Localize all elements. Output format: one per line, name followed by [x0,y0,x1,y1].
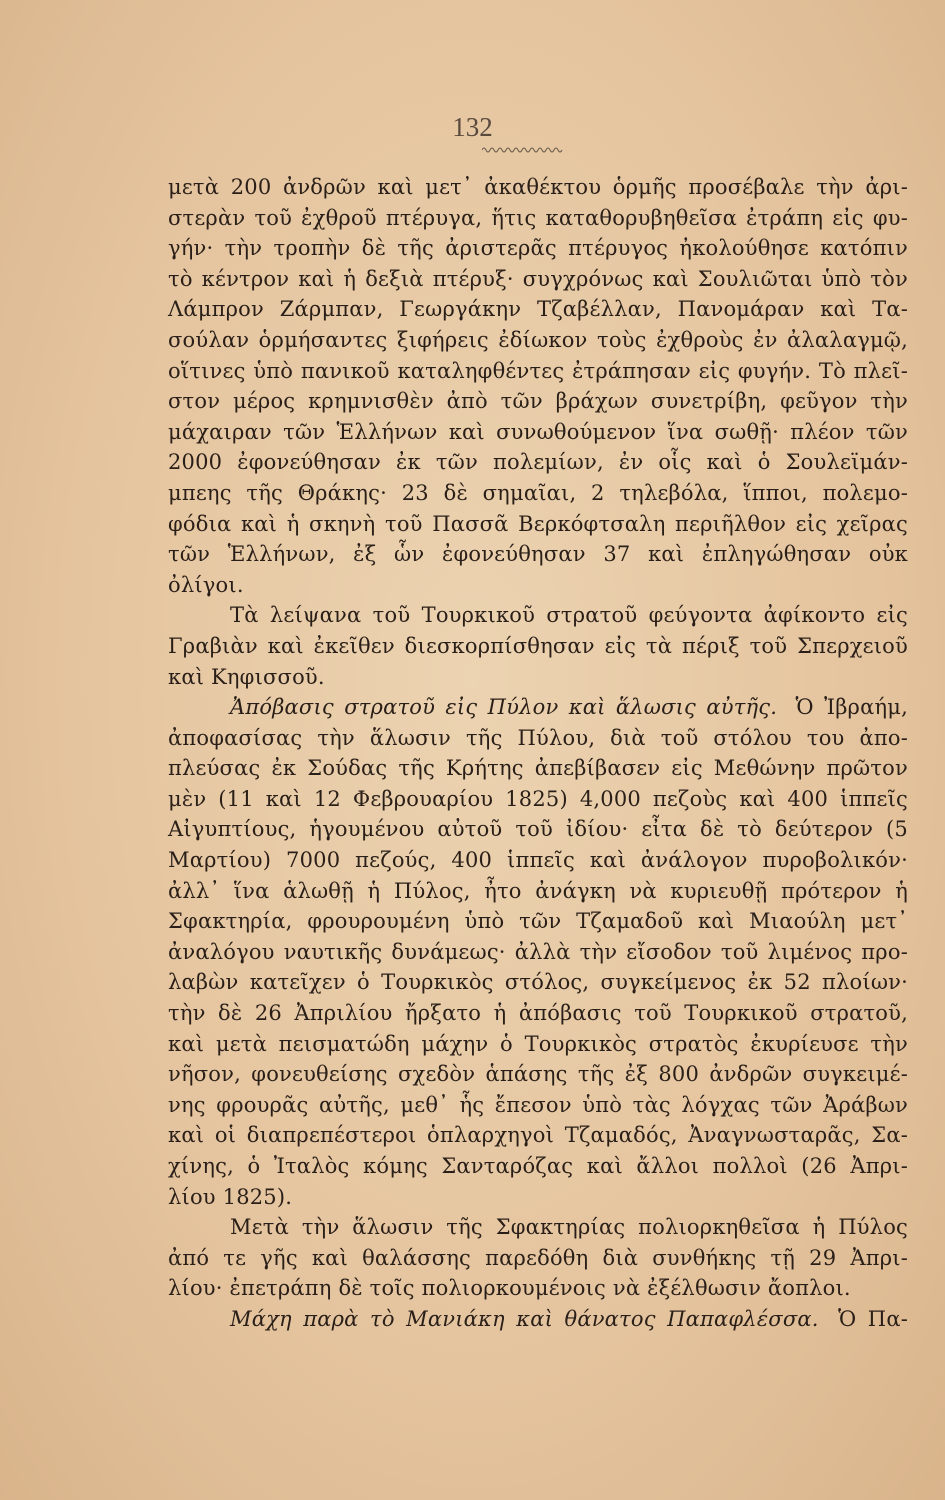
text-line: σούλαν ὁρμήσαντες ξιφήρεις ἐδίωκον τοὺς ἐχθροὺς ἐν ἀλαλαγμῷ, [168,327,908,352]
text-line: Μετὰ τὴν ἅλωσιν τῆς Σφακτηρίας πολιορκηθεῖσα ἡ Πύλος [230,1215,908,1240]
page-number: 132 [452,112,493,142]
paragraph-with-heading [168,692,908,723]
text-line: καὶ οἱ διαπρεπέστεροι ὁπλαρχηγοὶ Τζαμαδός, Ἀναγνωσταρᾶς, Σα- [168,1123,908,1148]
section-heading-maniaki: Μάχη παρὰ τὸ Μανιάκη καὶ θάνατος Παπαφλέσσα. [230,1306,819,1331]
text-line: λίου· ἐπετράπη δὲ τοῖς πολιορκουμένοις νὰ ἐξέλθωσιν ἄοπλοι. [168,1276,851,1301]
text-line: τὸ κέντρον καὶ ἡ δεξιὰ πτέρυξ· συγχρόνως καὶ Σουλιῶται ὑπὸ τὸν [168,266,908,291]
text-line: ἀναλόγου ναυτικῆς δυνάμεως· ἀλλὰ τὴν εἴσοδον τοῦ λιμένος προ- [168,939,908,964]
text-line: λαβὼν κατεῖχεν ὁ Τουρκικὸς στόλος, συγκείμενος ἐκ 52 πλοίων· [168,970,908,995]
text-line: οἵτινες ὑπὸ πανικοῦ καταληφθέντες ἐτράπησαν εἰς φυγήν. Τὸ πλεῖ- [168,358,908,383]
text-line: Τὰ λείψανα τοῦ Τουρκικοῦ στρατοῦ φεύγοντα ἀφίκοντο εἰς [230,603,908,628]
body-text [168,172,908,1335]
paragraph-with-heading [168,1304,908,1335]
text-line: γήν· τὴν τροπὴν δὲ τῆς ἀριστερᾶς πτέρυγος ἠκολούθησε κατόπιν [168,236,908,261]
text-line: ἀλλ᾽ ἵνα ἁλωθῇ ἡ Πύλος, ἦτο ἀνάγκη νὰ κυριευθῇ πρότερον ἡ [168,878,908,903]
text-line: τὴν δὲ 26 Ἀπριλίου ἤρξατο ἡ ἀπόβασις τοῦ Τουρκικοῦ στρατοῦ, [168,1001,908,1026]
text-line: στον μέρος κρημνισθὲν ἀπὸ τῶν βράχων συνετρίβη, φεῦγον τὴν [168,389,908,414]
text-line: Σφακτηρία, φρουρουμένη ὑπὸ τῶν Τζαμαδοῦ καὶ Μιαούλη μετ᾽ [168,909,908,934]
text-line: νῆσον, φονευθείσης σχεδὸν ἁπάσης τῆς ἐξ 800 ἀνδρῶν συγκειμέ- [168,1062,908,1087]
text-line: ὀλίγοι. [168,572,244,597]
text-line: μπεης τῆς Θράκης· 23 δὲ σημαῖαι, 2 τηλεβόλα, ἵπποι, πολεμο- [168,480,908,505]
text-line: ἀπό τε γῆς καὶ θαλάσσης παρεδόθη διὰ συνθήκης τῇ 29 Ἀπρι- [168,1245,908,1270]
text-line: Ὁ Ἰβραήμ, [795,695,908,720]
text-line: μὲν (11 καὶ 12 Φεβρουαρίου 1825) 4,000 πεζοὺς καὶ 400 ἱππεῖς [168,786,908,811]
text-line: καὶ Κηφισσοῦ. [168,664,325,689]
text-line: μάχαιραν τῶν Ἑλλήνων καὶ συνωθούμενον ἵνα σωθῇ· πλέον τῶν [168,419,908,444]
text-line: στερὰν τοῦ ἐχθροῦ πτέρυγα, ἥτις καταθορυβηθεῖσα ἐτράπη εἰς φυ- [168,205,908,230]
wavy-rule-ornament [482,146,564,154]
text-line: ἀποφασίσας τὴν ἅλωσιν τῆς Πύλου, διὰ τοῦ στόλου του ἀπο- [168,725,908,750]
text-line: Λάμπρον Ζάρμπαν, Γεωργάκην Τζαβέλλαν, Πανομάραν καὶ Τα- [168,297,908,322]
text-line: 2000 ἐφονεύθησαν ἐκ τῶν πολεμίων, ἐν οἷς καὶ ὁ Σουλεϊμάν- [168,450,908,475]
text-line: νης φρουρᾶς αὐτῆς, μεθ᾽ ἧς ἔπεσον ὑπὸ τὰς λόγχας τῶν Ἀράβων [168,1092,908,1117]
text-line: μετὰ 200 ἀνδρῶν καὶ μετ᾽ ἀκαθέκτου ὁρμῆς προσέβαλε τὴν ἀρι- [168,175,908,199]
text-line: λίου 1825). [168,1184,293,1209]
text-line: Ὁ Πα- [838,1306,908,1331]
text-line: τῶν Ἑλλήνων, ἐξ ὧν ἐφονεύθησαν 37 καὶ ἐπληγώθησαν οὐκ [168,542,908,567]
text-line: καὶ μετὰ πεισματώδη μάχην ὁ Τουρκικὸς στρατὸς ἐκυρίευσε τὴν [168,1031,908,1056]
text-line: πλεύσας ἐκ Σούδας τῆς Κρήτης ἀπεβίβασεν εἰς Μεθώνην πρῶτον [168,756,908,781]
text-line: χίνης, ὁ Ἰταλὸς κόμης Σανταρόζας καὶ ἄλλοι πολλοὶ (26 Ἀπρι- [168,1154,908,1178]
text-line: φόδια καὶ ἡ σκηνὴ τοῦ Πασσᾶ Βερκόφτσαλη περιῆλθον εἰς χεῖρας [168,511,908,536]
text-line: Γραβιὰν καὶ ἐκεῖθεν διεσκορπίσθησαν εἰς τὰ πέριξ τοῦ Σπερχειοῦ [168,633,908,658]
text-line: Αἰγυπτίους, ἡγουμένου αὐτοῦ τοῦ ἰδίου· εἶτα δὲ τὸ δεύτερον (5 [168,817,908,842]
text-line: Μαρτίου) 7000 πεζούς, 400 ἱππεῖς καὶ ἀνάλογον πυροβολικόν· [168,848,908,873]
section-heading-pylos: Ἀπόβασις στρατοῦ εἰς Πύλον καὶ ἅλωσις αὐτῆς. [230,695,778,720]
